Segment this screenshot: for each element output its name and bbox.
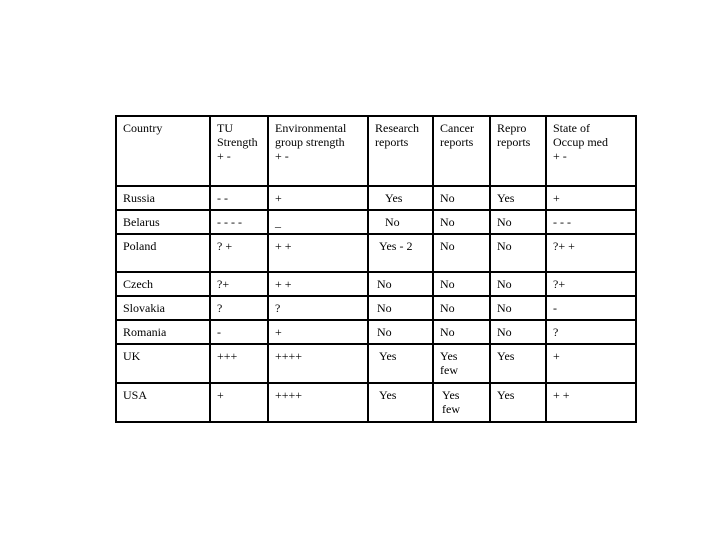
cancer-reports-cell: No	[433, 210, 490, 234]
cancer-reports-cell: No	[433, 272, 490, 296]
environmental-group-cell: + +	[268, 272, 368, 296]
table-row	[116, 210, 636, 234]
research-reports-cell: No	[368, 320, 433, 344]
header-research-reports: Research reports	[368, 116, 433, 186]
tu-strength-cell: ?	[210, 296, 268, 320]
environmental-group-cell: +	[268, 320, 368, 344]
table-row	[116, 296, 636, 320]
table-row	[116, 320, 636, 344]
repro-reports-cell: No	[490, 234, 546, 272]
state-of-occup-med-cell: -	[546, 296, 636, 320]
table-row	[116, 186, 636, 210]
tu-strength-cell: - - - -	[210, 210, 268, 234]
environmental-group-cell: +	[268, 186, 368, 210]
cancer-reports-cell: No	[433, 296, 490, 320]
environmental-group-cell: _	[268, 210, 368, 234]
cancer-reports-cell: No	[433, 186, 490, 210]
repro-reports-cell: Yes	[490, 383, 546, 422]
tu-strength-cell: ?+	[210, 272, 268, 296]
table-row	[116, 272, 636, 296]
research-reports-cell: Yes	[368, 383, 433, 422]
repro-reports-cell: No	[490, 272, 546, 296]
state-of-occup-med-cell: ?+	[546, 272, 636, 296]
header-cancer-reports: Cancer reports	[433, 116, 490, 186]
tu-strength-cell: +	[210, 383, 268, 422]
environmental-group-cell: ++++	[268, 344, 368, 383]
repro-reports-cell: No	[490, 210, 546, 234]
cancer-reports-cell: Yes few	[433, 344, 490, 383]
country-cell: Slovakia	[116, 296, 210, 320]
environmental-group-cell: ++++	[268, 383, 368, 422]
comparison-table	[115, 115, 637, 423]
research-reports-cell: Yes - 2	[368, 234, 433, 272]
tu-strength-cell: ? +	[210, 234, 268, 272]
country-cell: UK	[116, 344, 210, 383]
research-reports-cell: No	[368, 210, 433, 234]
country-cell: Romania	[116, 320, 210, 344]
tu-strength-cell: - -	[210, 186, 268, 210]
state-of-occup-med-cell: ?+ +	[546, 234, 636, 272]
tu-strength-cell: -	[210, 320, 268, 344]
header-state-of-occup-med: State of Occup med + -	[546, 116, 636, 186]
environmental-group-cell: + +	[268, 234, 368, 272]
comparison-table-container	[115, 115, 637, 423]
header-country: Country	[116, 116, 210, 186]
state-of-occup-med-cell: +	[546, 344, 636, 383]
repro-reports-cell: Yes	[490, 186, 546, 210]
table-header-row	[116, 116, 636, 186]
research-reports-cell: Yes	[368, 186, 433, 210]
country-cell: Poland	[116, 234, 210, 272]
research-reports-cell: No	[368, 272, 433, 296]
cancer-reports-cell: No	[433, 234, 490, 272]
repro-reports-cell: No	[490, 320, 546, 344]
table-row	[116, 234, 636, 272]
state-of-occup-med-cell: ?	[546, 320, 636, 344]
cancer-reports-cell: Yes few	[433, 383, 490, 422]
country-cell: Russia	[116, 186, 210, 210]
table-row	[116, 344, 636, 383]
state-of-occup-med-cell: + +	[546, 383, 636, 422]
header-tu-strength: TU Strength + -	[210, 116, 268, 186]
tu-strength-cell: +++	[210, 344, 268, 383]
environmental-group-cell: ?	[268, 296, 368, 320]
repro-reports-cell: No	[490, 296, 546, 320]
cancer-reports-cell: No	[433, 320, 490, 344]
country-cell: Czech	[116, 272, 210, 296]
repro-reports-cell: Yes	[490, 344, 546, 383]
header-repro-reports: Repro reports	[490, 116, 546, 186]
header-environmental-group-strength: Environmental group strength + -	[268, 116, 368, 186]
country-cell: Belarus	[116, 210, 210, 234]
research-reports-cell: Yes	[368, 344, 433, 383]
country-cell: USA	[116, 383, 210, 422]
table-row	[116, 383, 636, 422]
research-reports-cell: No	[368, 296, 433, 320]
state-of-occup-med-cell: +	[546, 186, 636, 210]
state-of-occup-med-cell: - - -	[546, 210, 636, 234]
